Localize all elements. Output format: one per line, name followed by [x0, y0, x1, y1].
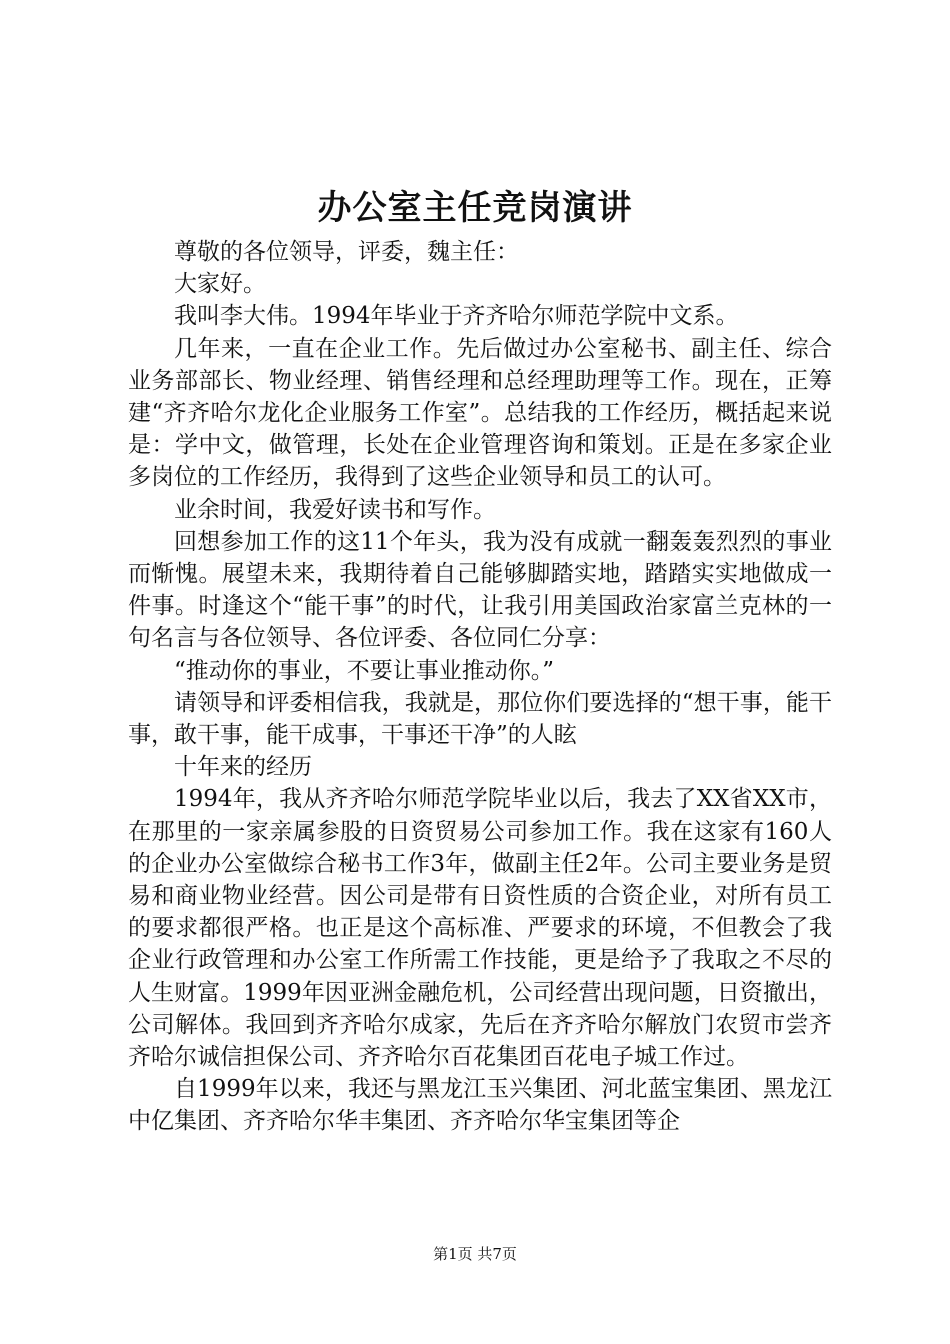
request-paragraph: 请领导和评委相信我，我就是，那位你们要选择的“想干事，能干事，敢干事，能干成事，干事还干净”的人眩	[128, 689, 832, 749]
collaboration-paragraph: 自1999年以来，我还与黑龙江玉兴集团、河北蓝宝集团、黑龙江中亿集团、齐齐哈尔华丰集团、齐齐哈尔华宝集团等企	[128, 1076, 832, 1135]
document-body	[128, 236, 832, 1138]
page-footer: 第1页 共7页	[433, 1245, 517, 1263]
document-title: 办公室主任竞岗演讲	[317, 188, 633, 228]
greeting-paragraph: 大家好。	[174, 271, 266, 298]
experience-paragraph: 1994年，我从齐齐哈尔师范学院毕业以后，我去了XX省XX市，在那里的一家亲属参股的日资贸易公司参加工作。我在这家有160人的企业办公室做综合秘书工作3年，做副主任2年。公司主要业务是贸易和商业物业经营。因公司是带有日资性质的合资企业，对所有员工的要求都很严格。也正是这个高标准、严要求的环境，不但教会了我企业行政管理和办公室工作所需工作技能，更是给予了我取之不尽的人生财富。1999年因亚洲金融危机，公司经营出现问题，日资撤出，公司解体。我回到齐齐哈尔成家，先后在齐齐哈尔解放门农贸市尝齐齐哈尔诚信担保公司、齐齐哈尔百花集团百花电子城工作过。	[128, 786, 832, 1071]
quote-paragraph: “推动你的事业，不要让事业推动你。”	[174, 657, 555, 684]
section-heading: 十年来的经历	[174, 754, 312, 781]
introduction-paragraph: 我叫李大伟。1994年毕业于齐齐哈尔师范学院中文系。	[174, 303, 739, 330]
work-history-paragraph: 几年来，一直在企业工作。先后做过办公室秘书、副主任、综合业务部部长、物业经理、销售经理和总经理助理等工作。现在，正筹建“齐齐哈尔龙化企业服务工作室”。总结我的工作经历，概括起来说是：学中文，做管理，长处在企业管理咨询和策划。正是在多家企业多岗位的工作经历，我得到了这些企业领导和员工的认可。	[128, 335, 832, 491]
hobby-paragraph: 业余时间，我爱好读书和写作。	[174, 496, 496, 523]
reflection-paragraph: 回想参加工作的这11个年头，我为没有成就一翻轰轰烈烈的事业而惭愧。展望未来，我期待着自己能够脚踏实地，踏踏实实地做成一件事。时逢这个“能干事”的时代，让我引用美国政治家富兰克林的一句名言与各位领导、各位评委、各位同仁分享：	[128, 528, 832, 652]
salutation-paragraph: 尊敬的各位领导，评委，魏主任：	[174, 239, 519, 265]
